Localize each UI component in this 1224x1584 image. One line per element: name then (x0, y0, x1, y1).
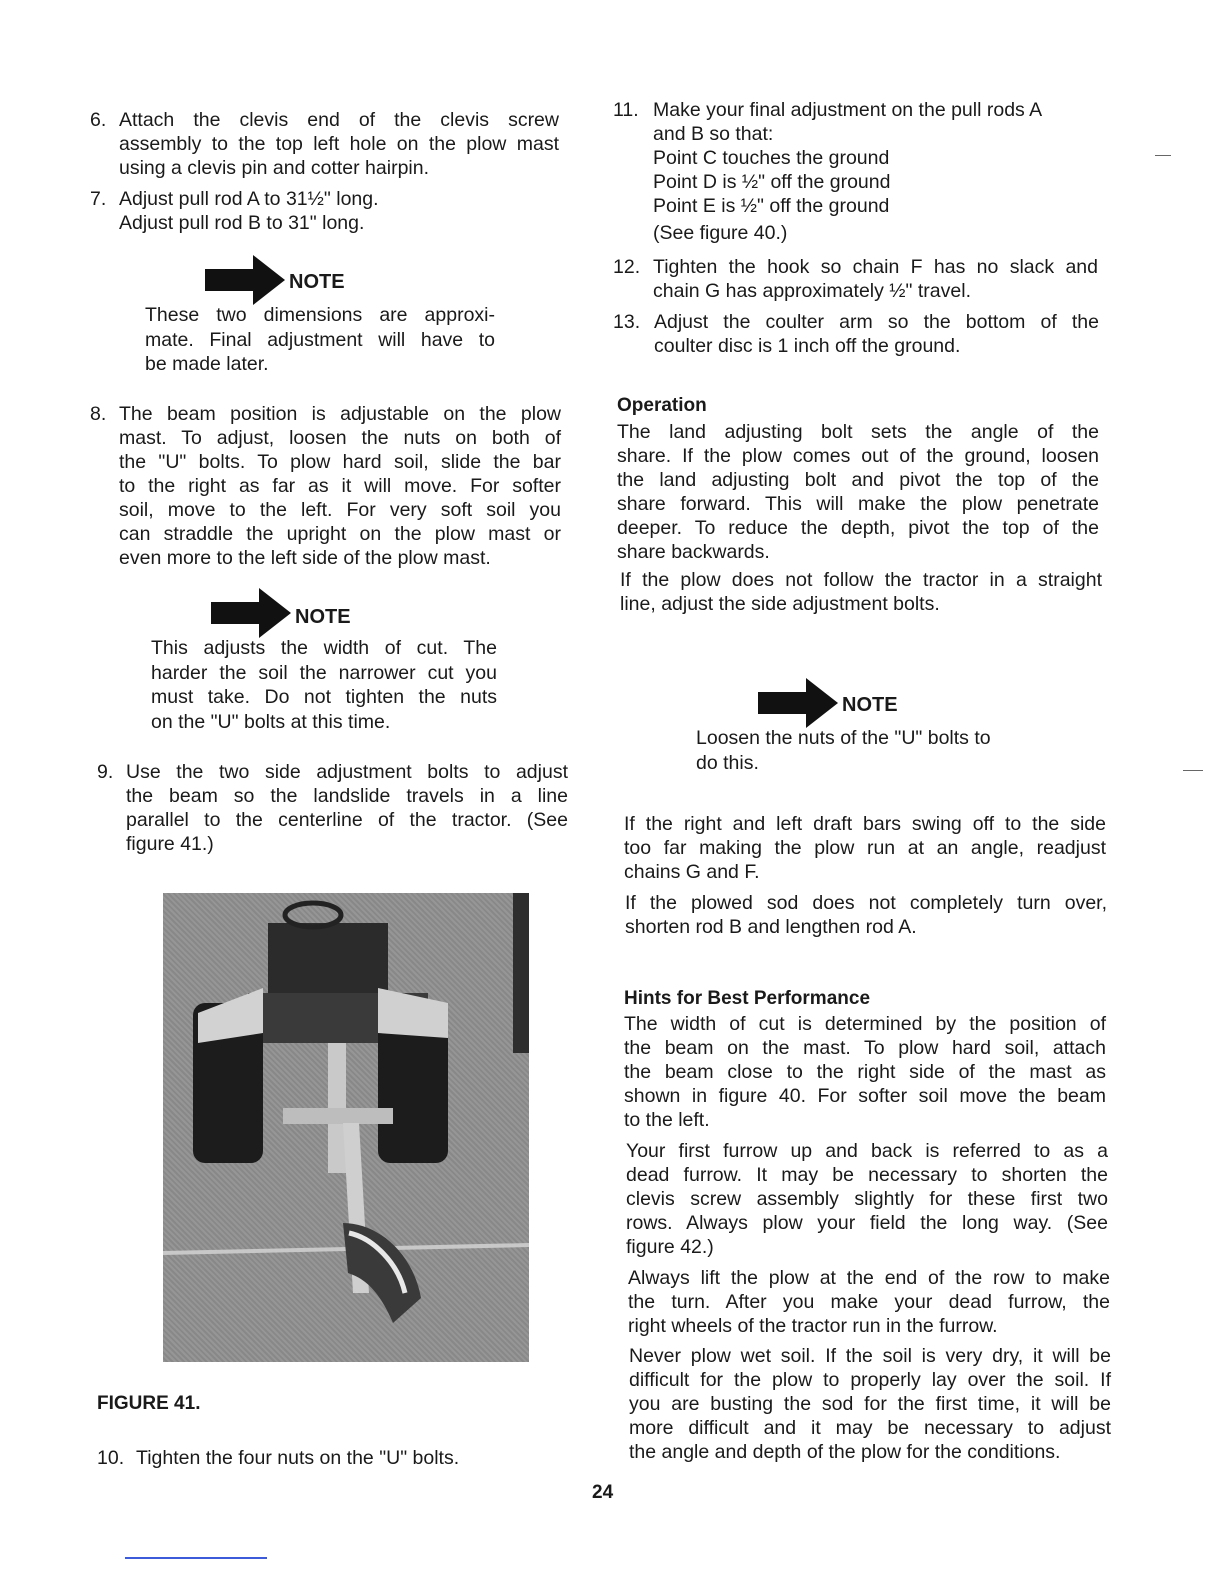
step-number: 11. (613, 99, 639, 121)
text-line: figure 41.) (126, 833, 214, 855)
text-line: right wheels of the tractor run in the furrow. (628, 1315, 998, 1337)
text-line: more difficult and it may be necessary to adjust (629, 1417, 1111, 1439)
figure-41-photo (163, 893, 529, 1362)
text-line: harder the soil the narrower cut you (151, 661, 497, 684)
text-line: soil, move to the left. For very soft soil you (119, 499, 561, 521)
text-line: If the right and left draft bars swing off to the side (624, 813, 1106, 835)
text-line: The beam position is adjustable on the plow (119, 403, 561, 425)
text-line: too far making the plow run at an angle, readjust (624, 837, 1106, 859)
text-line: dead furrow. It may be necessary to shorten the (626, 1164, 1108, 1186)
text-line: Point D is ½" off the ground (653, 171, 891, 193)
text-line: parallel to the centerline of the tractor. (See (126, 809, 568, 831)
text-line: the beam so the landslide travels in a line (126, 785, 568, 807)
text-line: chains G and F. (624, 861, 760, 883)
arrow-right-icon (211, 588, 291, 638)
scan-mark (1183, 770, 1203, 771)
operation-paragraph-2 (620, 568, 1102, 616)
text-line: Never plow wet soil. If the soil is very dry, it will be (629, 1345, 1111, 1367)
text-line: Attach the clevis end of the clevis screw (119, 109, 559, 131)
text-line: the land adjusting bolt and pivot the top of the (617, 469, 1099, 491)
text-line: even more to the left side of the plow mast. (119, 547, 491, 569)
text-line: clevis screw assembly slightly for these first two (626, 1188, 1108, 1210)
text-line: be made later. (145, 353, 269, 375)
text-line: These two dimensions are approxi- (145, 304, 495, 326)
text-line: shorten rod B and lengthen rod A. (625, 916, 917, 938)
step-number: 9. (97, 761, 114, 783)
footer-rule (125, 1557, 267, 1559)
text-line: mate. Final adjustment will have to (145, 328, 495, 351)
text-line: share. If the plow comes out of the ground, loosen (617, 445, 1099, 467)
page-number: 24 (592, 1482, 614, 1503)
text-line: the beam close to the right side of the mast as (624, 1061, 1106, 1083)
hints-paragraph-1 (624, 1012, 1106, 1132)
scan-mark (1155, 155, 1171, 156)
text-line: Tighten the four nuts on the "U" bolts. (136, 1447, 460, 1469)
step-number: 8. (90, 403, 107, 425)
arrow-right-icon (205, 255, 285, 305)
text-line: Adjust pull rod A to 31½" long. (119, 188, 379, 210)
text-line: to the right as far as it will move. For softer (119, 475, 561, 497)
text-line: Loosen the nuts of the "U" bolts to (696, 727, 991, 749)
text-line: mast. To adjust, loosen the nuts on both of (119, 427, 561, 449)
tractor-plow-illustration (163, 893, 529, 1362)
arrow-right-icon (758, 678, 838, 728)
note-label: NOTE (295, 606, 351, 628)
text-line: Adjust the coulter arm so the bottom of the (654, 311, 1099, 333)
note-2 (151, 588, 511, 734)
text-line: Point C touches the ground (653, 147, 890, 169)
text-line: the turn. After you make your dead furrow, the (628, 1291, 1110, 1313)
operation-heading: Operation (617, 395, 707, 416)
operation-paragraph-1 (617, 420, 1099, 564)
step-number: 12. (613, 256, 641, 278)
text-line: the "U" bolts. To plow hard soil, slide the bar (119, 451, 561, 473)
text-line: shown in figure 40. For softer soil move the beam (624, 1085, 1106, 1107)
text-line: coulter disc is 1 inch off the ground. (654, 335, 961, 357)
text-line: If the plow does not follow the tractor in a straight (620, 569, 1102, 591)
text-line: must take. Do not tighten the nuts (151, 686, 497, 708)
note-1 (145, 255, 505, 377)
draft-bars-paragraph (624, 812, 1106, 884)
text-line: This adjusts the width of cut. The (151, 637, 497, 659)
step-number: 10. (97, 1447, 125, 1469)
text-line: deeper. To reduce the depth, pivot the top of the (617, 517, 1099, 539)
text-line: The width of cut is determined by the position of (624, 1013, 1106, 1035)
text-line: and B so that: (653, 123, 774, 145)
text-line: the angle and depth of the plow for the conditions. (629, 1441, 1061, 1463)
note-label: NOTE (842, 694, 898, 716)
text-line: you are busting the sod for the first time, it will be (629, 1393, 1111, 1415)
note-3 (696, 678, 1056, 775)
text-line: assembly to the top left hole on the plow mast (119, 133, 559, 155)
text-line: The land adjusting bolt sets the angle of the (617, 421, 1099, 443)
text-line: Adjust pull rod B to 31" long. (119, 212, 365, 234)
text-line: chain G has approximately ½" travel. (653, 280, 971, 302)
text-line: can straddle the upright on the plow mast or (119, 523, 561, 545)
text-line: do this. (696, 751, 759, 774)
text-line: If the plowed sod does not completely turn over, (625, 892, 1107, 914)
text-line: Make your final adjustment on the pull rods A (653, 99, 1043, 121)
text-line: Your first furrow up and back is referred to as a (626, 1140, 1108, 1162)
text-line: using a clevis pin and cotter hairpin. (119, 157, 430, 179)
sod-paragraph (625, 891, 1107, 939)
text-line: to the left. (624, 1109, 710, 1131)
text-line: rows. Always plow your field the long way. (See (626, 1212, 1108, 1234)
text-line: share backwards. (617, 541, 770, 563)
text-line: Point E is ½" off the ground (653, 195, 890, 217)
text-line: (See figure 40.) (653, 222, 788, 244)
text-line: figure 42.) (626, 1236, 714, 1258)
hints-paragraph-2 (626, 1139, 1108, 1259)
text-line: Always lift the plow at the end of the row to make (628, 1267, 1110, 1289)
step-number: 13. (613, 311, 641, 333)
text-line: line, adjust the side adjustment bolts. (620, 593, 940, 615)
note-label: NOTE (289, 271, 345, 293)
text-line: share forward. This will make the plow penetrate (617, 493, 1099, 515)
hints-paragraph-3 (628, 1266, 1110, 1338)
step-number: 7. (90, 188, 107, 210)
text-line: Use the two side adjustment bolts to adjust (126, 761, 568, 783)
figure-caption: FIGURE 41. (97, 1393, 201, 1414)
text-line: the beam on the mast. To plow hard soil, attach (624, 1037, 1106, 1059)
text-line: on the "U" bolts at this time. (151, 710, 391, 733)
text-line: difficult for the plow to properly lay over the soil. If (629, 1369, 1111, 1391)
hints-heading: Hints for Best Performance (624, 988, 871, 1009)
text-line: Tighten the hook so chain F has no slack and (653, 256, 1098, 278)
step-number: 6. (90, 109, 107, 131)
hints-paragraph-4 (629, 1344, 1111, 1464)
